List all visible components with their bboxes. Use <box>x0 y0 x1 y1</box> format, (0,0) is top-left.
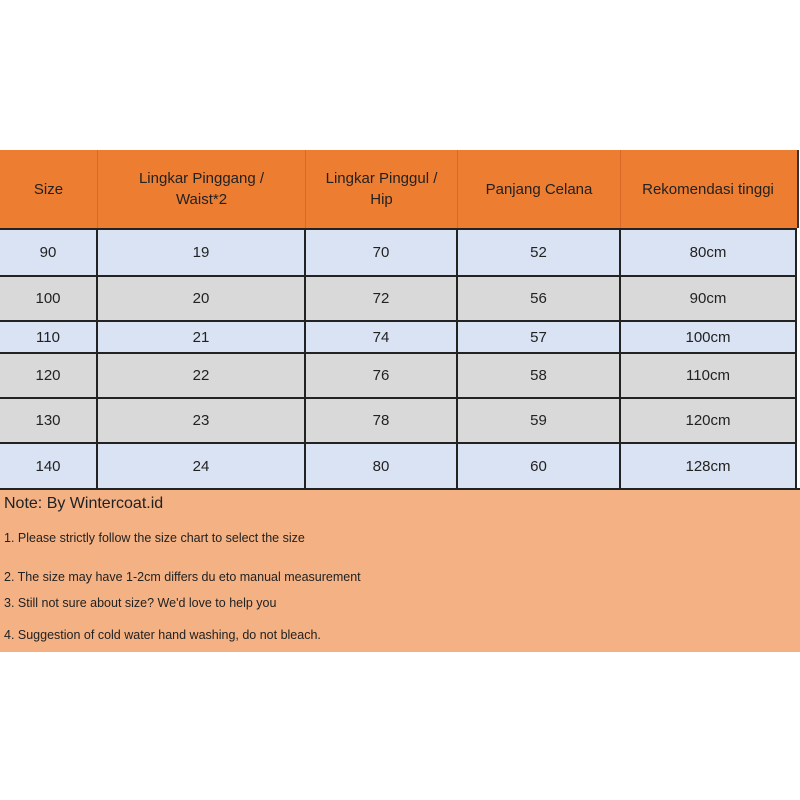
table-cell: 22 <box>98 354 306 397</box>
table-cell: 100 <box>0 277 98 320</box>
header-size: Size <box>0 150 98 228</box>
table-cell: 60 <box>458 444 621 488</box>
note-item: 2. The size may have 1-2cm differs du eto manual measurement <box>4 570 361 584</box>
table-cell: 110cm <box>686 367 730 384</box>
table-cell: 90 <box>0 230 98 275</box>
table-cell: 80 <box>306 444 458 488</box>
header-height: Rekomendasi tinggi <box>642 180 774 198</box>
table-cell: 24 <box>98 444 306 488</box>
table-cell: 20 <box>98 277 306 320</box>
table-cell: 58 <box>458 354 621 397</box>
table-row <box>0 320 797 352</box>
table-cell: 76 <box>306 354 458 397</box>
table-header <box>0 150 799 228</box>
table-cell: 100cm <box>685 328 731 346</box>
table-cell: 74 <box>306 322 458 352</box>
table-cell: 110 <box>0 322 98 352</box>
table-row <box>0 352 797 397</box>
notes-title: Note: By Wintercoat.id <box>4 495 164 512</box>
table-cell: 52 <box>458 230 621 275</box>
note-item: 4. Suggestion of cold water hand washing, do not bleach. <box>4 628 321 642</box>
table-cell: 59 <box>458 399 621 442</box>
table-cell: 56 <box>458 277 621 320</box>
header-length: Panjang Celana <box>458 150 621 228</box>
table-cell: 21 <box>98 322 306 352</box>
notes-section <box>0 488 800 652</box>
table-cell: 130 <box>0 399 98 442</box>
table-row <box>0 275 797 320</box>
header-hip: Lingkar Pinggul / Hip <box>306 150 458 228</box>
table-cell: 19 <box>98 230 306 275</box>
table-cell: 120 <box>0 354 98 397</box>
note-item: 3. Still not sure about size? We'd love to help you <box>4 596 277 610</box>
table-cell: 23 <box>98 399 306 442</box>
header-waist: Lingkar Pinggang / Waist*2 <box>98 150 306 228</box>
table-cell: 57 <box>458 322 621 352</box>
table-cell: 70 <box>306 230 458 275</box>
table-cell: 90cm <box>689 290 727 307</box>
table-cell: 128cm <box>685 457 731 475</box>
table-row <box>0 397 797 442</box>
table-row <box>0 228 797 275</box>
table-cell: 80cm <box>689 244 727 261</box>
table-cell: 140 <box>0 444 98 488</box>
table-cell: 78 <box>306 399 458 442</box>
table-cell: 72 <box>306 277 458 320</box>
note-item: 1. Please strictly follow the size chart to select the size <box>4 531 305 545</box>
table-cell: 120cm <box>685 412 731 429</box>
table-row <box>0 442 797 488</box>
